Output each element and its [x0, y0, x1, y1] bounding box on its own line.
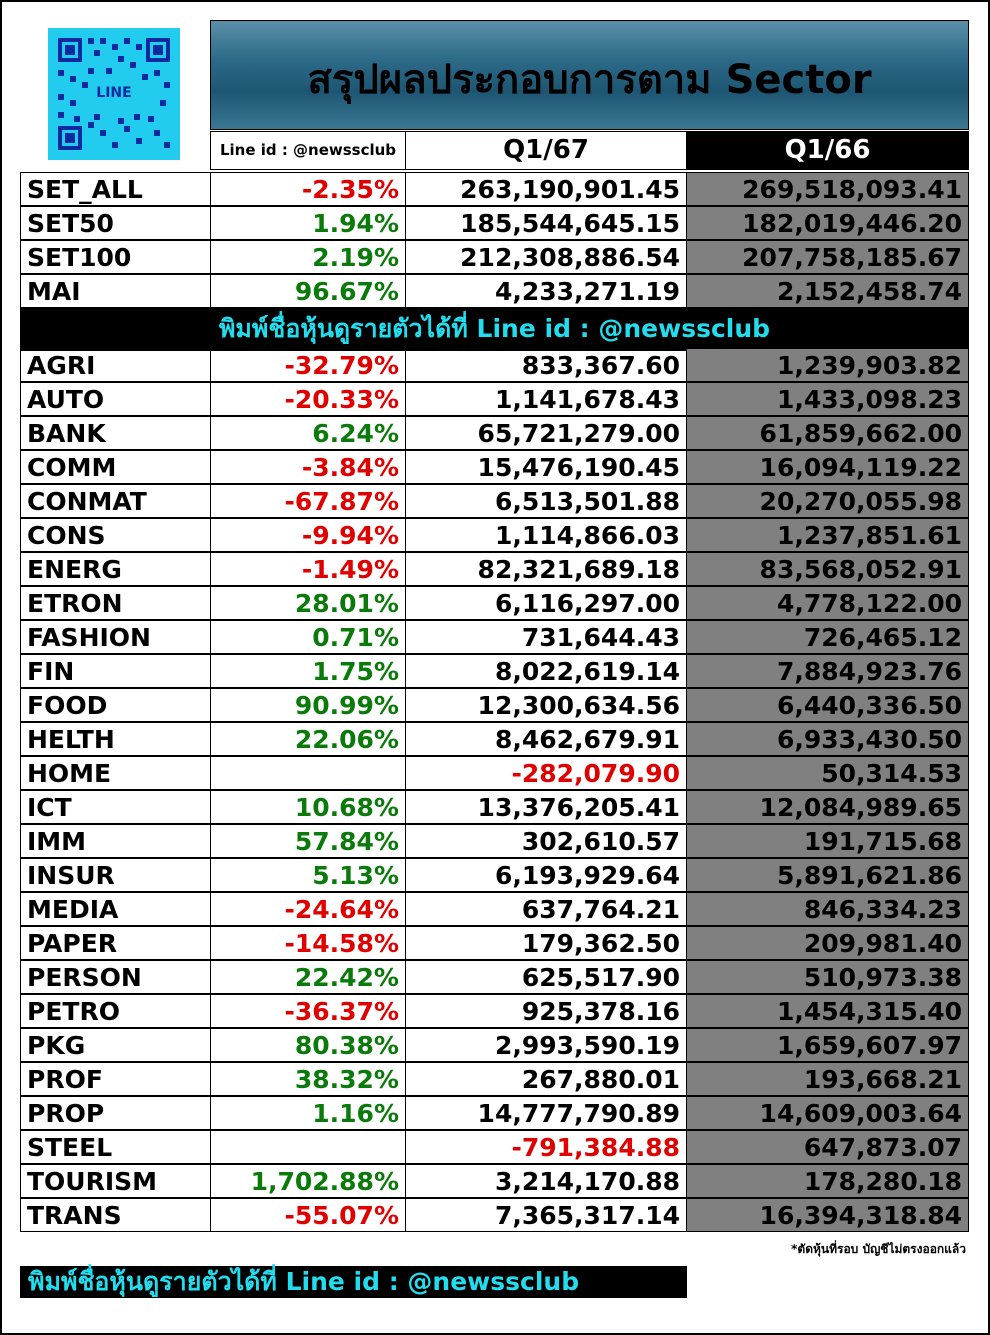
change-percent: 2.19% [210, 240, 406, 274]
profit-q1-66: 2,152,458.74 [686, 274, 969, 308]
page-title: สรุปผลประกอบการตาม Sector [307, 57, 872, 103]
table-row [20, 790, 969, 824]
profit-q1-67: 731,644.43 [405, 620, 687, 654]
sector-name: FOOD [20, 688, 211, 722]
change-percent: 96.67% [210, 274, 406, 308]
table-row [20, 1028, 969, 1062]
profit-q1-66: 178,280.18 [686, 1164, 969, 1198]
sector-name: TOURISM [20, 1164, 211, 1198]
table-row [20, 416, 969, 450]
change-percent: 0.71% [210, 620, 406, 654]
table-row [20, 756, 969, 790]
change-percent: -32.79% [210, 348, 406, 382]
sector-name: COMM [20, 450, 211, 484]
change-percent: 5.13% [210, 858, 406, 892]
sector-name: BANK [20, 416, 211, 450]
table-row [20, 206, 969, 240]
table-row [20, 240, 969, 274]
sector-name: IMM [20, 824, 211, 858]
table-row [20, 172, 969, 206]
profit-q1-66: 182,019,446.20 [686, 206, 969, 240]
column-header-q1-66: Q1/66 [686, 131, 969, 170]
change-percent: 90.99% [210, 688, 406, 722]
profit-q1-66: 16,094,119.22 [686, 450, 969, 484]
sector-name: PERSON [20, 960, 211, 994]
table-row [20, 926, 969, 960]
sector-name: ETRON [20, 586, 211, 620]
profit-q1-66: 1,433,098.23 [686, 382, 969, 416]
profit-q1-67: 833,367.60 [405, 348, 687, 382]
profit-q1-67: 212,308,886.54 [405, 240, 687, 274]
sector-name: CONMAT [20, 484, 211, 518]
table-row [20, 654, 969, 688]
change-percent: -3.84% [210, 450, 406, 484]
profit-q1-66: 61,859,662.00 [686, 416, 969, 450]
sector-name: ICT [20, 790, 211, 824]
profit-q1-67: 8,462,679.91 [405, 722, 687, 756]
table-row [20, 382, 969, 416]
table-row [20, 892, 969, 926]
sector-name: PETRO [20, 994, 211, 1028]
change-percent: 28.01% [210, 586, 406, 620]
profit-q1-67: 82,321,689.18 [405, 552, 687, 586]
profit-q1-66: 14,609,003.64 [686, 1096, 969, 1130]
sector-table [20, 348, 969, 1232]
profit-q1-66: 6,440,336.50 [686, 688, 969, 722]
change-percent: 22.06% [210, 722, 406, 756]
table-row [20, 552, 969, 586]
profit-q1-67: -791,384.88 [405, 1130, 687, 1164]
profit-q1-67: 2,993,590.19 [405, 1028, 687, 1062]
profit-q1-67: 13,376,205.41 [405, 790, 687, 824]
change-percent: 38.32% [210, 1062, 406, 1096]
column-header-q1-67: Q1/67 [405, 131, 687, 170]
profit-q1-67: -282,079.90 [405, 756, 687, 790]
line-id-label: Line id : @newssclub [210, 131, 406, 170]
profit-q1-67: 925,378.16 [405, 994, 687, 1028]
change-percent: -67.87% [210, 484, 406, 518]
profit-q1-66: 4,778,122.00 [686, 586, 969, 620]
change-percent: -24.64% [210, 892, 406, 926]
change-percent: -20.33% [210, 382, 406, 416]
profit-q1-66: 647,873.07 [686, 1130, 969, 1164]
sector-name: ENERG [20, 552, 211, 586]
table-row [20, 722, 969, 756]
profit-q1-66: 1,454,315.40 [686, 994, 969, 1028]
profit-q1-66: 726,465.12 [686, 620, 969, 654]
line-logo-badge: LINE [92, 82, 136, 104]
profit-q1-66: 1,659,607.97 [686, 1028, 969, 1062]
sector-name: TRANS [20, 1198, 211, 1232]
sector-name: PAPER [20, 926, 211, 960]
change-percent: -9.94% [210, 518, 406, 552]
profit-q1-66: 207,758,185.67 [686, 240, 969, 274]
sector-name: MEDIA [20, 892, 211, 926]
profit-q1-67: 1,141,678.43 [405, 382, 687, 416]
change-percent: -1.49% [210, 552, 406, 586]
change-percent: 1,702.88% [210, 1164, 406, 1198]
sector-name: FIN [20, 654, 211, 688]
profit-q1-67: 625,517.90 [405, 960, 687, 994]
change-percent: 57.84% [210, 824, 406, 858]
profit-q1-67: 185,544,645.15 [405, 206, 687, 240]
profit-q1-67: 4,233,271.19 [405, 274, 687, 308]
change-percent: 6.24% [210, 416, 406, 450]
table-row [20, 586, 969, 620]
profit-q1-67: 302,610.57 [405, 824, 687, 858]
sector-name: MAI [20, 274, 211, 308]
change-percent [210, 756, 406, 790]
profit-q1-67: 6,116,297.00 [405, 586, 687, 620]
profit-q1-66: 1,239,903.82 [686, 348, 969, 382]
change-percent: -14.58% [210, 926, 406, 960]
profit-q1-66: 6,933,430.50 [686, 722, 969, 756]
table-row [20, 1062, 969, 1096]
profit-q1-67: 8,022,619.14 [405, 654, 687, 688]
profit-q1-66: 191,715.68 [686, 824, 969, 858]
sector-name: SET_ALL [20, 172, 211, 206]
sector-name: AGRI [20, 348, 211, 382]
profit-q1-66: 7,884,923.76 [686, 654, 969, 688]
profit-q1-66: 1,237,851.61 [686, 518, 969, 552]
footnote: *ตัดหุ้นที่รอบ บัญชีไม่ตรงออกแล้ว [791, 1242, 966, 1256]
table-row [20, 1198, 969, 1232]
profit-q1-66: 83,568,052.91 [686, 552, 969, 586]
profit-q1-67: 267,880.01 [405, 1062, 687, 1096]
change-percent: -36.37% [210, 994, 406, 1028]
change-percent: -2.35% [210, 172, 406, 206]
profit-q1-67: 1,114,866.03 [405, 518, 687, 552]
title-banner [210, 20, 969, 130]
sector-name: HELTH [20, 722, 211, 756]
sector-name: SET50 [20, 206, 211, 240]
change-percent: 1.16% [210, 1096, 406, 1130]
change-percent: 22.42% [210, 960, 406, 994]
table-row [20, 450, 969, 484]
profit-q1-67: 179,362.50 [405, 926, 687, 960]
profit-q1-66: 193,668.21 [686, 1062, 969, 1096]
table-row [20, 960, 969, 994]
table-row [20, 1164, 969, 1198]
change-percent: 80.38% [210, 1028, 406, 1062]
profit-q1-67: 14,777,790.89 [405, 1096, 687, 1130]
profit-q1-66: 846,334.23 [686, 892, 969, 926]
profit-q1-67: 6,513,501.88 [405, 484, 687, 518]
profit-q1-67: 263,190,901.45 [405, 172, 687, 206]
sector-name: PROF [20, 1062, 211, 1096]
profit-q1-66: 50,314.53 [686, 756, 969, 790]
table-row [20, 824, 969, 858]
line-id-banner: พิมพ์ชื่อหุ้นดูรายตัวได้ที่ Line id : @newssclub [20, 307, 969, 351]
sector-name: SET100 [20, 240, 211, 274]
profit-q1-66: 269,518,093.41 [686, 172, 969, 206]
sector-name: STEEL [20, 1130, 211, 1164]
change-percent: 1.94% [210, 206, 406, 240]
sector-name: CONS [20, 518, 211, 552]
profit-q1-67: 3,214,170.88 [405, 1164, 687, 1198]
profit-q1-66: 5,891,621.86 [686, 858, 969, 892]
line-qr-code [48, 28, 180, 160]
change-percent [210, 1130, 406, 1164]
profit-q1-66: 12,084,989.65 [686, 790, 969, 824]
footer-line-id-banner: พิมพ์ชื่อหุ้นดูรายตัวได้ที่ Line id : @newssclub [20, 1266, 687, 1298]
profit-q1-67: 6,193,929.64 [405, 858, 687, 892]
table-row [20, 518, 969, 552]
profit-q1-67: 637,764.21 [405, 892, 687, 926]
profit-q1-66: 20,270,055.98 [686, 484, 969, 518]
table-row [20, 620, 969, 654]
profit-q1-66: 16,394,318.84 [686, 1198, 969, 1232]
table-row [20, 688, 969, 722]
table-row [20, 484, 969, 518]
profit-q1-67: 7,365,317.14 [405, 1198, 687, 1232]
summary-table [20, 172, 969, 308]
table-row [20, 994, 969, 1028]
table-row [20, 348, 969, 382]
change-percent: 1.75% [210, 654, 406, 688]
sector-name: AUTO [20, 382, 211, 416]
sector-name: HOME [20, 756, 211, 790]
table-row [20, 274, 969, 308]
profit-q1-67: 15,476,190.45 [405, 450, 687, 484]
change-percent: 10.68% [210, 790, 406, 824]
sector-name: PKG [20, 1028, 211, 1062]
table-row [20, 1096, 969, 1130]
change-percent: -55.07% [210, 1198, 406, 1232]
sector-name: FASHION [20, 620, 211, 654]
sector-name: PROP [20, 1096, 211, 1130]
profit-q1-66: 510,973.38 [686, 960, 969, 994]
table-row [20, 1130, 969, 1164]
sector-name: INSUR [20, 858, 211, 892]
profit-q1-67: 65,721,279.00 [405, 416, 687, 450]
profit-q1-67: 12,300,634.56 [405, 688, 687, 722]
profit-q1-66: 209,981.40 [686, 926, 969, 960]
table-row [20, 858, 969, 892]
